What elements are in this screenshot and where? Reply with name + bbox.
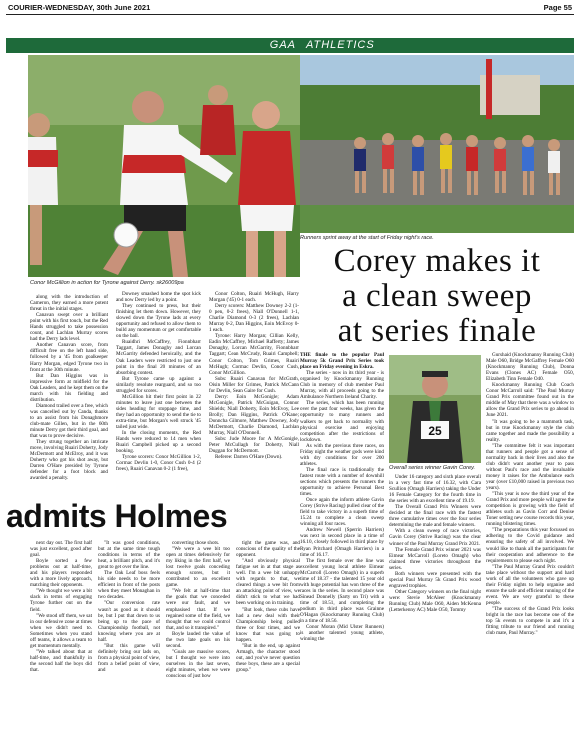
paragraph: Referee: Darren O'Hare (Down).: [215, 454, 283, 461]
paragraph-text: The first female over the line was excellent young local athlete Eimear McCarroll (Loreto Omagh) in a superb time of 18.37 - the talented 15 year old with huge potential has won three of the races in the series. In second place was Sinead Donnelly (Sarty on Tri) with a time of 18.51, and completing the podium in third place was Grainne O'Hagan (Knockmanny Running Club) in a time of 18.56.: [300, 557, 384, 625]
paragraph: Knockmanny Running Club Coach Conor McCarroll said: "The Paul Murray Grand Prix committee found out in the middle of May that there was a window to allow the Grand Prix series to go ahead in June 2021.: [486, 382, 574, 419]
paragraph: Downey smashed home the spot kick and now Derry led by a point.: [116, 291, 201, 304]
paragraph: Another Canavan score, from difficult free on the left hand side, followed by a '45 from goalkeeper Harry Morgan, edged Tyrone two in front at the 30th minute.: [30, 342, 108, 373]
paragraph: Subs: Ruairi Canavan for McGrath, Oisin Miller for Grimes, Patrick McCann for Devlin, Sean Gaire for Cush.: [209, 375, 299, 394]
paragraph: Tyrone: Harry Morgan; Cillian Kelly, Eadin McCaffrey, Michael Rafferty; James Donaghy, Lorcan McGarrity, Fionnbharr Taggart; Cean McCrudy, Ruairi Campbell; Conor Colton, Tom Grimes, Ruairi McHugh; Cormac Devlin, Conor Cush, Conor McGillion.: [209, 333, 299, 376]
paragraph: "We felt at half-time that the goals that we conceded were our fault, and we emphasised that. If we regained some of the field, we thought that we could control that, and so it transpired.": [166, 588, 230, 631]
athletics-photo-caption: Runners sprint away at the start of Friday night's race.: [300, 235, 434, 241]
paragraph: [300, 558, 384, 625]
paragraph-text: Andrew Newell (Sperrin Harriers) was next in second place in a time of 16.10, closely followed in third place by Ryan Pritchard (Omagh Harriers) in a time of 16.17.: [300, 527, 384, 558]
paragraph: [300, 400, 384, 442]
runners-image: [300, 55, 574, 233]
gaa-bottom-column-1: [30, 540, 92, 735]
paragraph: "It was going to be a mammoth task, but in true Knockmanny style the club came together and made the possibility a reality.: [486, 418, 574, 443]
paragraph: next day out. The first half was just excellent, good after goal.: [30, 540, 92, 559]
page-number: Page 55: [543, 3, 572, 12]
athletics-headline: [300, 244, 574, 349]
issue-date: COURIER-WEDNESDAY, 30th June 2021: [8, 3, 151, 12]
bib-number: 25: [428, 424, 442, 438]
gaa-column-1: [30, 294, 108, 494]
paragraph: "Goals are massive scores, but I thought we were into ourselves in the last seven, eight minutes, when we were conscious of just how: [166, 648, 230, 680]
paragraph: They strung together an intricate move, involving Ruairi Doherty, Jody McDermott and McElroy, and it was Doherty who got his shot away, but Darren O'Hare presided by Tyrone defender for a foot block and awarded a penalty.: [30, 439, 108, 482]
gaa-bottom-column-3: [166, 540, 230, 735]
paragraph: Under 16 category and sixth place overall in a very fast time of 16.32, with Cara Scullion (Omagh Harriers) taking the Under 16 Female Category for the fourth time in the series with an excellent time of 19.19.: [389, 474, 481, 505]
paragraph: The Female Grand Prix winner 2021 was Eimear McCarroll (Loreto Omagh) who claimed three victories throughout the series.: [389, 546, 481, 571]
page-header: [6, 0, 574, 15]
athletics-column-3: [486, 352, 574, 736]
paragraph: "And obviously physical fatigue set in at that stage as well. I'm a wee bit unhappy with regards to that, we cleared things a wee bit from an attacking point of view, we didn't stick to what we had been working on in training.: [236, 558, 300, 607]
paragraph: Derry: Eoin McGonigle; Adam McGonigle, Patrick McGuigan, Connor Shields; Niall Doherty, Eoin McEvoy, Lee Brolly; Dan Higgins, Patrick O'Kane; Donncha Gilmore, Matthew Downey, Jody McDermott, Charlie Diamond, Lachlan Murray, Niall O'Donnell.: [209, 393, 299, 437]
paragraph: "The committee felt it was important that runners and people got a sense of normality back in their lives and also the club didn't want another year to pass without Paul's race and the invaluable money it raises for the Ambulance each year (over £10,000 raised in previous two years).: [486, 442, 574, 492]
paragraph: "But in the end, up against Armagh, the character stood out, and you've never question these boys, these are a special group.": [236, 642, 300, 673]
paragraph: "We were a wee bit too open at times defensively for my liking in the first half, we lost twelve goals conceding enough scores, but it contributed to an excellent game.: [166, 546, 230, 589]
lead-paragraph: THE finale to the popular Paul Murray 5k Grand Prix Series took place on Friday evening in Eskra.: [300, 352, 384, 371]
athletics-photo: [300, 55, 574, 233]
paragraph: But Dan Higgins was in impressive form at midfield for the Oak Leaders, and he kept them on the march with his fielding and distribution.: [30, 372, 108, 403]
paragraph: "But this game will definitely bring our lads on, from a physical point of view, from a belief point of view, and: [98, 642, 160, 673]
gaa-action-image: [28, 55, 300, 277]
paragraph: They continued to press, but their finishing let them down. However, they slowed down the Tyrone lads at every opportunity and refused to allow them to build any momentum or get comfortable on the ball.: [116, 303, 201, 340]
paragraph: Boyle sorted a few problems out at half-time, and his players responded with a more lively approach, matching their opponents.: [30, 558, 92, 589]
paragraph: With a clean sweep of race victories, Gavin Corey (Strive Racing) was the clear winner of the Paul Murray Grand Prix 2021.: [389, 528, 481, 547]
section-band-gaa: GAA: [6, 38, 306, 53]
gaa-column-2: [116, 291, 201, 494]
paragraph: Derry scorers: Matthew Downey 2-2 (1-0 pen, 0-2 frees), Niall O'Donnell 1-1, Charlie Diamond 0-3 (2 frees), Lachlan Murray 0-2, Dan Higgins, Eoin McEvoy 0-1 each.: [209, 303, 299, 334]
paragraph: [300, 467, 384, 497]
paragraph: "We stood off them, we sat in our defensive zone at times when we didn't need to. Sometimes when you stand off teams, it allows a team to get momentum mentally.: [30, 612, 92, 649]
paragraph: [300, 624, 384, 642]
paragraph: "The success of the Grand Prix looks bright in the race has become one of the top 5k events to compete in and it's a fitting tribute to our friend and running club mate, Paul Murray.": [486, 605, 574, 637]
paragraph-text: The series - now in its third year - is organised by Knockmanny Running Club in memory of club member Paul Murray, with all proceeds going to the Ambulance Northern Ireland Charity.: [300, 370, 384, 401]
paragraph: Boyle lauded the value of the two late goals on his second.: [166, 630, 230, 649]
headline-line-3: at series finale: [337, 313, 537, 349]
football: [114, 223, 138, 247]
headline-line-2: a clean sweep: [342, 278, 532, 314]
paragraph: McGillion hit their first point in 22 minutes to leave just one between the sides heading for stoppage time, and they had an opportunity to send the tie to extra-time, but Morgan's well struck '45 tailed just wide.: [116, 393, 201, 431]
paragraph: tight the game was, and conscious of the quality of the opponent.: [236, 540, 300, 559]
paragraph: "But look, these cubs have had a new deal with their Championship being pulled three or four times, and we know that was going to happen.: [236, 606, 300, 643]
paragraph: "We talked about that at half-time, and thankfully in the second half the boys did that.: [30, 648, 92, 673]
inset-caption: Overall series winner Gavin Corey.: [389, 465, 476, 471]
paragraph: Diamond trailed over a free, which was cancelled out by Canda, thanks to an assist from his Donaghmore club-mate Gillen, but in the 60th minute Derry got their third goal, and that was to prove decisive.: [30, 402, 108, 440]
section-band-athletics: ATHLETICS: [300, 38, 574, 53]
athletics-column-1: [300, 352, 384, 736]
runner-portrait-image: [389, 355, 481, 463]
gaa-bottom-column-2: [98, 540, 160, 735]
headline-line-1: Corey makes it: [333, 243, 541, 279]
paragraph-text: As with the previous three races, on Friday night the weather gods were kind with dry conditions for over 200 athletes.: [300, 442, 384, 467]
paragraph: Subs: Jude Moore for A McGonigle, Peter McCullagh for Doherty, Niall Duggan for McDermott.: [209, 436, 299, 455]
corey-inset-photo: [389, 355, 481, 463]
paragraph-text: The final race is traditionally the fastest route with a number of downhill sections which presents the runners the opportunity to achieve Personal Best times.: [300, 466, 384, 498]
paragraph: along with the introduction of Cameron, they earned a more potent threat in the initial stages.: [30, 294, 108, 313]
paragraph: Ruaidhri McCaffrey, Fionnbharr Taggart, James Donaghy and Lorcan McGarrity defended heroically, and the Oak Leaders were restricted to just one point in the final 20 minutes of an absorbing contest.: [116, 339, 201, 376]
paragraph: The Overall Grand Prix Winners were decided at the final race with the fastest three cumulative times over the four series determining the male and female winners.: [389, 504, 481, 529]
paragraph: "It was good conditions, but at the same time tough conditions in terms of the heat, a brilliant pitch, and it's great to get over the line.: [98, 540, 160, 571]
paragraph: The Oak Leaf boss feels his side needs to be more efficient in front of the posts when they meet Monaghan in two decades.: [98, 570, 160, 601]
paragraph-text: The series, which has been running over the past four weeks, has given the opportunity to many runners and walkers to get back to normality with physical exercise and enjoying competition after the restrictions of lockdown.: [300, 400, 384, 443]
banner-flag: [486, 59, 492, 119]
paragraph: [300, 443, 384, 467]
paragraph: [300, 527, 384, 557]
paragraph: In the closing moments, the Red Hands were reduced to 14 men when Ruairi Campbell picked up a second booking.: [116, 430, 201, 455]
athletics-column-2: [389, 474, 481, 736]
paragraph: But Tyrone came up against a similarly resolute rearguard, and so too struggled for scores.: [116, 375, 201, 394]
paragraph: "We thought we were a bit slack in terms of engaging Tyrone further out on the field.: [30, 588, 92, 613]
paragraph: Gurshaid (Knockmanny Running Club) Male O60, Bridge McGaffrey Female O60 (Knockmanny Running Club), Donna Evans (Clones AC) Female O50, Elizabeth Tinn Female O40.: [486, 352, 574, 383]
paragraph: Conor Colton, Ruairi McHugh, Harry Morgan ('45) 0-1 each.: [209, 291, 299, 304]
gaa-photo-caption: Conor McGillion in action for Tyrone against Derry. sk26009pa: [30, 280, 184, 286]
paragraph: "This year is now the third year of the Grand Prix and more people will agree the competition is growing with the field of athletes such as Gavin Corr and Denise Toner setting new course records this year, running blistering times.: [486, 491, 574, 528]
paragraph: [300, 352, 384, 370]
paragraph: [300, 497, 384, 527]
paragraph: converting those shots.: [172, 540, 220, 546]
paragraph: "The Paul Murray Grand Prix couldn't take place without the support and hard work of all the volunteers who gave up their Friday nights to help organise and ensure the safe and efficient running of the event. We are very grateful to these people.: [486, 563, 574, 606]
gaa-headline: admits Holmes: [6, 500, 228, 532]
paragraph-text: Once again the inform athlete Gavin Corey (Strive Racing) pulled clear of the field to take victory in a superb time of 15.24 to complete a clean sweep winning all four races.: [300, 497, 384, 528]
paragraph: Canavan swept over a brilliant point with his first touch, but the Red Hands struggled to take possession count, and Lachlan Murray scores had the Derry lads level.: [30, 312, 108, 343]
gaa-photo: [28, 55, 300, 277]
paragraph: "The preparations this year focussed on adhering to the Covid guidance and ensuring the safety of all involved. We would like to thank all the participants for their cooperation and adherence to the requirements to please each night.: [486, 527, 574, 564]
paragraph: Both winners were presented with the special Paul Murray 5k Grand Prix wood engraved trophies.: [389, 570, 481, 589]
paragraph: Tyrone scorers: Conor McGillion 1-2, Cormac Devlin 1-0, Conor Cush 0-4 (2 frees), Ruairi Canavan 0-2 (1 free),: [116, 454, 201, 473]
gaa-column-3: [209, 291, 299, 494]
paragraph: Other Category winners on the final night were: Stevie McAleer (Knockmanny Running Club) Male O60, Aiden McKenna (Letterkenny AC) Male O50, Tommy: [389, 588, 481, 614]
paragraph: "Our conversion rate wasn't as good as it should be, but I put that down to us being up to the pace of Championship football, not knowing where you are at half.: [98, 600, 160, 643]
paragraph: [300, 370, 384, 400]
paragraph-text: Conor Moran (Mid Ulster Runners) is another talented young athlete, winning the: [300, 624, 384, 643]
gaa-bottom-column-4: [236, 540, 300, 735]
